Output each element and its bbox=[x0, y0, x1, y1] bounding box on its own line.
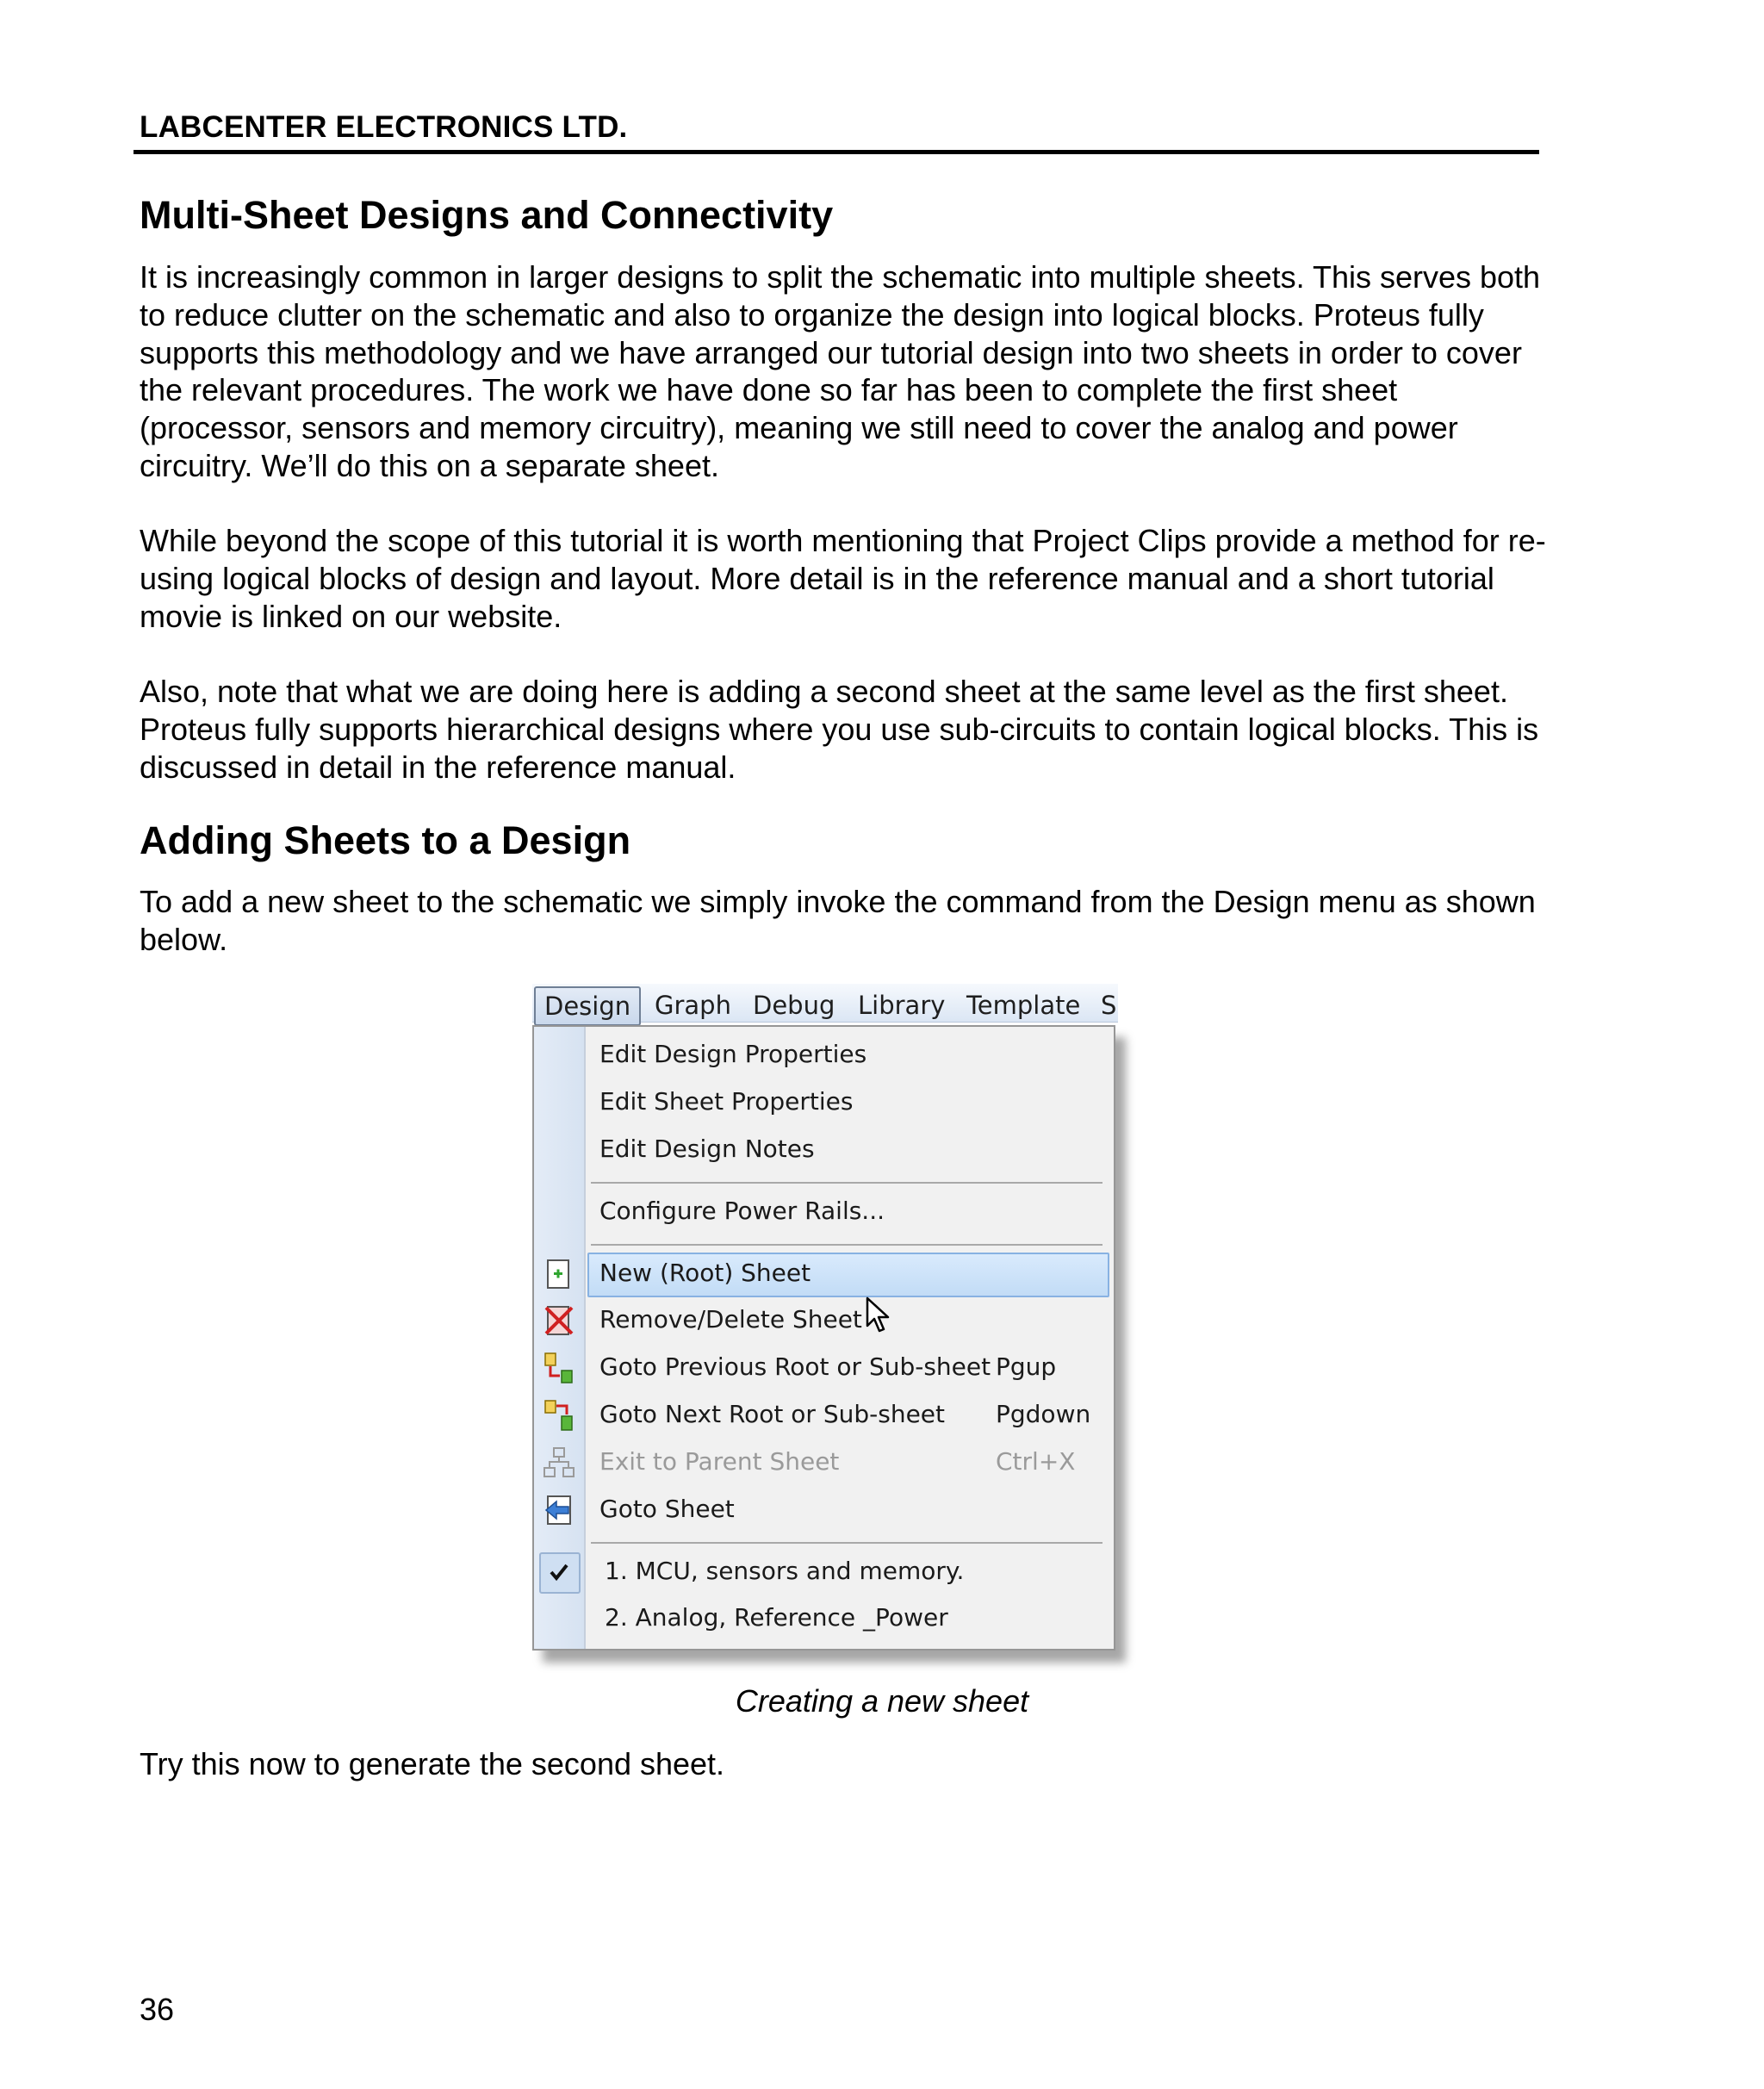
running-header: LABCENTER ELECTRONICS LTD. bbox=[140, 110, 628, 144]
menu-item-label: Remove/Delete Sheet bbox=[599, 1305, 862, 1334]
menu-item-goto-previous[interactable] bbox=[534, 1346, 1114, 1388]
menu-system[interactable]: S bbox=[1101, 991, 1117, 1020]
header-rule bbox=[134, 150, 1539, 154]
menu-debug[interactable]: Debug bbox=[753, 991, 835, 1020]
figure-caption: Creating a new sheet bbox=[735, 1683, 1029, 1719]
menu-item-label: Edit Sheet Properties bbox=[599, 1087, 854, 1116]
menu-item-goto-next[interactable] bbox=[534, 1394, 1114, 1435]
body-paragraph: Try this now to generate the second sheet. bbox=[140, 1746, 725, 1781]
menu-separator bbox=[591, 1244, 1102, 1246]
menu-item-goto-sheet[interactable] bbox=[534, 1489, 1114, 1530]
section-title: Multi-Sheet Designs and Connectivity bbox=[140, 193, 834, 237]
exit-to-parent-icon bbox=[543, 1446, 575, 1479]
menu-item-shortcut: Pgdown bbox=[996, 1400, 1091, 1428]
menu-separator bbox=[591, 1182, 1102, 1184]
design-menu-screenshot bbox=[532, 984, 1135, 1673]
menu-item-edit-design-notes[interactable] bbox=[534, 1128, 1114, 1170]
design-dropdown bbox=[532, 1025, 1115, 1651]
menu-item-edit-sheet-properties[interactable] bbox=[534, 1081, 1114, 1122]
menu-item-label: New (Root) Sheet bbox=[599, 1259, 811, 1287]
menu-item-sheet-2[interactable] bbox=[534, 1597, 1114, 1638]
checkmark-icon bbox=[543, 1556, 575, 1589]
menu-item-label: Goto Previous Root or Sub-sheet bbox=[599, 1352, 991, 1381]
goto-sheet-icon bbox=[543, 1494, 575, 1526]
menu-item-new-root-sheet[interactable] bbox=[534, 1253, 1114, 1294]
menu-bar bbox=[532, 984, 1118, 1023]
body-paragraph: Also, note that what we are doing here is adding a second sheet at the same level as the first sheet. Proteus fully supports hierarchical designs where you use sub-circuits to contain logical blocks. This is discussed in detail in the reference manual. bbox=[140, 674, 1539, 785]
body-paragraph: While beyond the scope of this tutorial it is worth mentioning that Project Clips provide a method for re-using logical blocks of design and layout. More detail is in the reference manual and a short tutorial movie is linked on our website. bbox=[140, 523, 1546, 634]
goto-next-sheet-icon bbox=[543, 1399, 575, 1432]
body-paragraph: It is increasingly common in larger designs to split the schematic into multiple sheets. This serves both to reduce clutter on the schematic and also to organize the design into logical blocks. Proteus fully supports this methodology and we have arranged our tutorial design into two sheets in order to cover the relevant procedures. The work we have done so far has been to complete the first sheet (processor, sensors and memory circuitry), meaning we still need to cover the analog and power circuitry. We’ll do this on a separate sheet. bbox=[140, 259, 1541, 483]
page-number: 36 bbox=[140, 1992, 175, 2027]
menu-item-exit-to-parent[interactable] bbox=[534, 1441, 1114, 1483]
menu-item-label: Edit Design Properties bbox=[599, 1040, 867, 1068]
menu-item-configure-power-rails[interactable] bbox=[534, 1191, 1114, 1232]
menu-item-label: Goto Sheet bbox=[599, 1495, 735, 1523]
menu-item-label: Configure Power Rails... bbox=[599, 1197, 885, 1225]
menu-graph[interactable]: Graph bbox=[655, 991, 731, 1020]
menu-template[interactable]: Template bbox=[966, 991, 1081, 1020]
mouse-cursor-icon bbox=[866, 1296, 893, 1334]
menu-item-sheet-1[interactable] bbox=[534, 1551, 1114, 1592]
body-paragraph: To add a new sheet to the schematic we simply invoke the command from the Design menu as shown below. bbox=[140, 884, 1536, 957]
menu-item-label: 2. Analog, Reference _Power bbox=[605, 1603, 948, 1632]
subsection-title: Adding Sheets to a Design bbox=[140, 818, 631, 862]
new-sheet-icon bbox=[543, 1258, 575, 1290]
menu-item-label: Exit to Parent Sheet bbox=[599, 1447, 840, 1476]
menu-design[interactable]: Design bbox=[534, 986, 641, 1026]
menu-item-shortcut: Ctrl+X bbox=[996, 1447, 1076, 1476]
menu-item-edit-design-properties[interactable] bbox=[534, 1034, 1114, 1075]
goto-previous-sheet-icon bbox=[543, 1352, 575, 1384]
menu-separator bbox=[591, 1542, 1102, 1544]
menu-item-label: Edit Design Notes bbox=[599, 1135, 815, 1163]
menu-item-label: Goto Next Root or Sub-sheet bbox=[599, 1400, 946, 1428]
delete-sheet-icon bbox=[543, 1304, 575, 1337]
menu-library[interactable]: Library bbox=[858, 991, 946, 1020]
menu-item-label: 1. MCU, sensors and memory. bbox=[605, 1557, 965, 1585]
menu-item-remove-delete-sheet[interactable] bbox=[534, 1299, 1114, 1340]
menu-item-shortcut: Pgup bbox=[996, 1352, 1057, 1381]
